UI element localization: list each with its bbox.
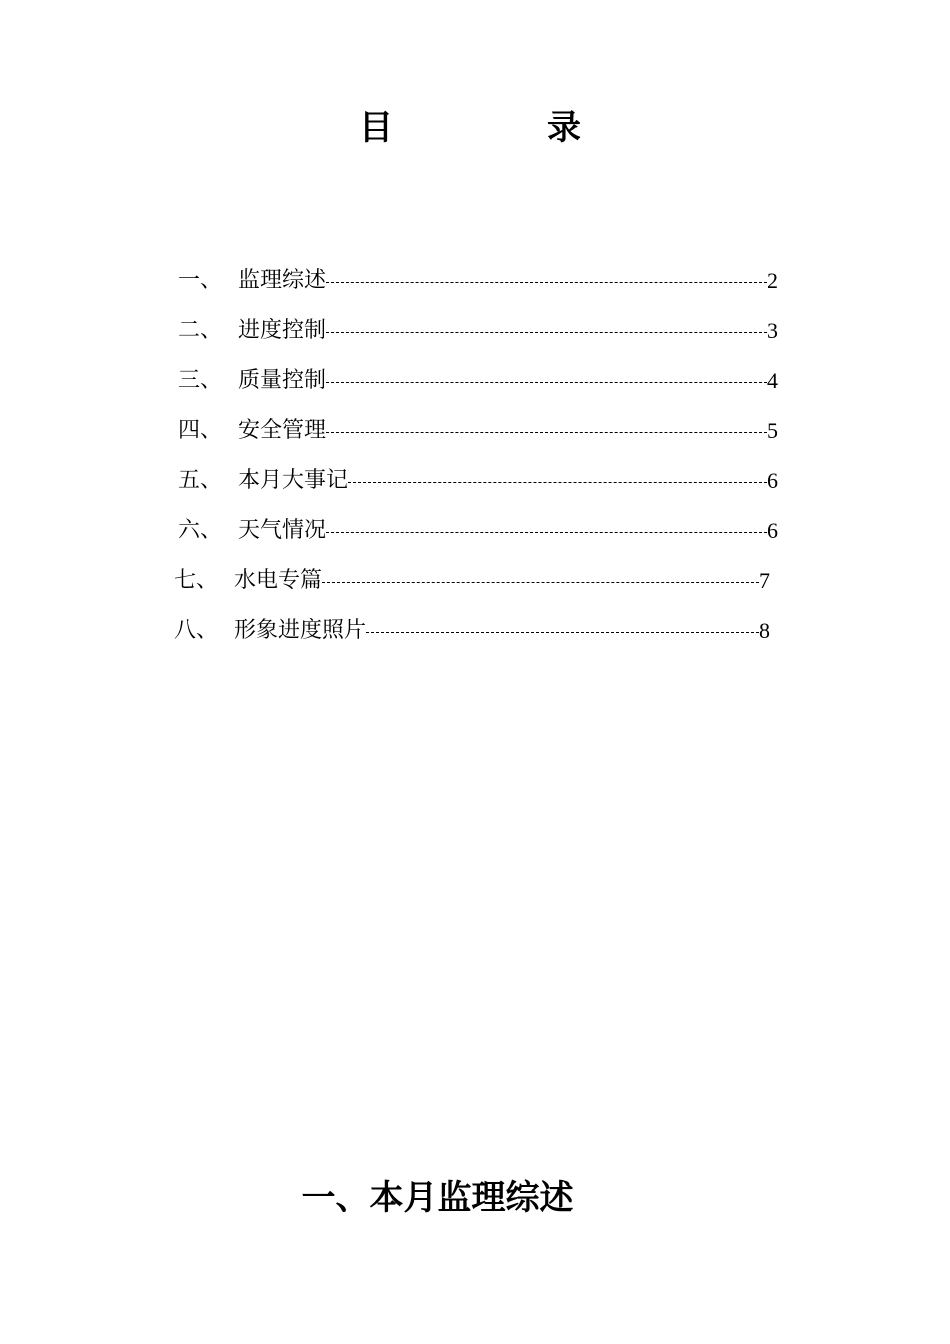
toc-list [174, 256, 778, 656]
toc-entry-label: 本月大事记 [238, 468, 349, 493]
toc-entry-page: 6 [767, 468, 778, 493]
toc-entry-label: 进度控制 [238, 318, 327, 343]
toc-entry-label: 形象进度照片 [234, 618, 367, 643]
toc-entry-number: 七、 [174, 568, 219, 593]
toc-entry-number: 五、 [178, 468, 223, 493]
toc-entry-label: 监理综述 [238, 268, 327, 293]
toc-entry-page: 5 [767, 418, 778, 443]
toc-entry-page: 4 [767, 368, 778, 393]
toc-entry-4[interactable] [178, 406, 778, 456]
toc-dot-leader [326, 370, 767, 392]
toc-entry-page: 8 [759, 618, 770, 643]
toc-dot-leader [322, 570, 759, 592]
toc-entry-page: 2 [767, 268, 778, 293]
toc-entry-6[interactable] [178, 506, 778, 556]
toc-entry-2[interactable] [178, 306, 778, 356]
toc-dot-leader [326, 270, 767, 292]
toc-dot-leader [326, 520, 767, 542]
toc-entry-1[interactable] [178, 256, 778, 306]
toc-entry-number: 一、 [178, 268, 223, 293]
toc-dot-leader [326, 420, 767, 442]
toc-dot-leader [348, 470, 767, 492]
toc-entry-number: 四、 [178, 418, 223, 443]
toc-entry-page: 7 [759, 568, 770, 593]
toc-entry-number: 二、 [178, 318, 223, 343]
toc-entry-page: 3 [767, 318, 778, 343]
toc-entry-label: 质量控制 [238, 368, 327, 393]
toc-entry-7[interactable] [174, 556, 770, 606]
toc-dot-leader [366, 620, 759, 642]
toc-entry-number: 八、 [174, 618, 219, 643]
toc-entry-8[interactable] [174, 606, 770, 656]
toc-title: 目 录 [359, 108, 641, 148]
section-heading: 一、本月监理综述 [301, 1178, 574, 1218]
toc-dot-leader [326, 320, 767, 342]
toc-entry-label: 天气情况 [238, 518, 327, 543]
toc-entry-label: 安全管理 [238, 418, 327, 443]
toc-entry-page: 6 [767, 518, 778, 543]
toc-entry-number: 六、 [178, 518, 223, 543]
toc-entry-number: 三、 [178, 368, 223, 393]
toc-entry-label: 水电专篇 [234, 568, 323, 593]
toc-entry-3[interactable] [178, 356, 778, 406]
toc-entry-5[interactable] [178, 456, 778, 506]
